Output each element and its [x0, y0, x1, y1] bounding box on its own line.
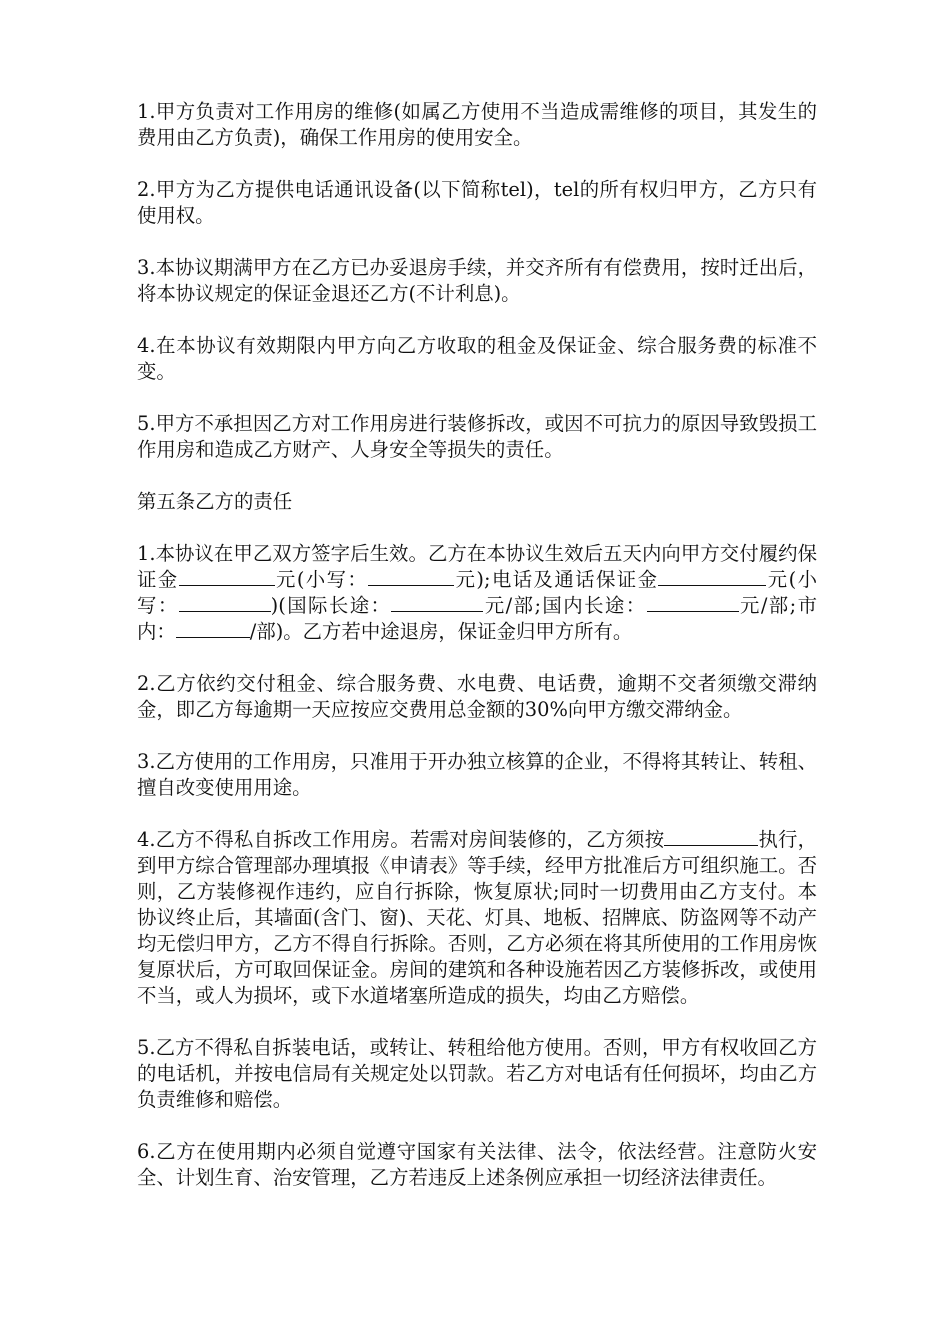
- clause-b-1-text: 元/部;国内长途：: [483, 594, 647, 617]
- fill-blank[interactable]: [391, 593, 483, 612]
- clause-b-1-text: /部)。乙方若中途退房，保证金归甲方所有。: [249, 620, 633, 643]
- clause-b-6: 6.乙方在使用期内必须自觉遵守国家有关法律、法令，依法经营。注意防火安全、计划生育、治安管理，乙方若违反上述条例应承担一切经济法律责任。: [137, 1140, 817, 1189]
- clause-b-5: 5.乙方不得私自拆装电话，或转让、转租给他方使用。否则，甲方有权收回乙方的电话机，并按电信局有关规定处以罚款。若乙方对电话有任何损坏，均由乙方负责维修和赔偿。: [137, 1036, 817, 1111]
- clause-b-4-text: 4.乙方不得私自拆改工作用房。若需对房间装修的，乙方须按: [137, 828, 665, 851]
- clause-b-1-text: 元(小写：: [137, 568, 817, 617]
- fill-blank[interactable]: [368, 567, 454, 586]
- clause-b-1: [137, 541, 817, 645]
- fill-blank[interactable]: [179, 567, 275, 586]
- clause-b-1-text: 1.本协议在甲乙双方签字后生效。乙方在本协议生效后五天内向甲方交付履约保证金: [137, 542, 817, 591]
- fill-blank[interactable]: [176, 619, 250, 638]
- document-page: [137, 99, 817, 1217]
- clause-a-4: 4.在本协议有效期限内甲方向乙方收取的租金及保证金、综合服务费的标准不变。: [137, 334, 817, 383]
- clause-b-1-text: 元/部;市内：: [137, 594, 817, 643]
- clause-b-4: [137, 827, 817, 1009]
- fill-blank[interactable]: [726, 827, 758, 846]
- clause-a-2: 2.甲方为乙方提供电话通讯设备(以下简称tel)，tel的所有权归甲方，乙方只有使用权。: [137, 178, 817, 227]
- clause-b-1-text: 元(小写：: [274, 568, 369, 591]
- section-heading: 第五条乙方的责任: [137, 490, 293, 513]
- clause-b-2: 2.乙方依约交付租金、综合服务费、水电费、电话费，逾期不交者须缴交滞纳金，即乙方每逾期一天应按应交费用总金额的30%向甲方缴交滞纳金。: [137, 672, 817, 721]
- clause-a-1: 1.甲方负责对工作用房的维修(如属乙方使用不当造成需维修的项目，其发生的费用由乙方负责)，确保工作用房的使用安全。: [137, 100, 817, 149]
- clause-a-3: 3.本协议期满甲方在乙方已办妥退房手续，并交齐所有有偿费用，按时迁出后，将本协议规定的保证金退还乙方(不计利息)。: [137, 256, 817, 305]
- clause-b-4-text: 执行，到甲方综合管理部办理填报《申请表》等手续，经甲方批准后方可组织施工。否则，乙方装修视作违约，应自行拆除，恢复原状;同时一切费用由乙方支付。本协议终止后，其墙面(含门、窗)、天花、灯具、地板、招牌底、防盗网等不动产均无偿归甲方，乙方不得自行拆除。否则，乙方必须在将其所使用的工作用房恢复原状后，方可取回保证金。房间的建筑和各种设施若因乙方装修拆改，或使用不当，或人为损坏，或下水道堵塞所造成的损失，均由乙方赔偿。: [137, 828, 818, 1007]
- clause-b-1-text: 元);电话及通话保证金: [454, 568, 659, 591]
- fill-blank[interactable]: [647, 593, 739, 612]
- clause-b-1-text: )(国际长途：: [270, 594, 392, 617]
- fill-blank[interactable]: [664, 827, 726, 846]
- fill-blank[interactable]: [179, 593, 271, 612]
- clause-a-5: 5.甲方不承担因乙方对工作用房进行装修拆改，或因不可抗力的原因导致毁损工作用房和造成乙方财产、人身安全等损失的责任。: [137, 412, 817, 461]
- clause-b-3: 3.乙方使用的工作用房，只准用于开办独立核算的企业，不得将其转让、转租、擅自改变使用用途。: [137, 750, 817, 799]
- fill-blank[interactable]: [658, 567, 766, 586]
